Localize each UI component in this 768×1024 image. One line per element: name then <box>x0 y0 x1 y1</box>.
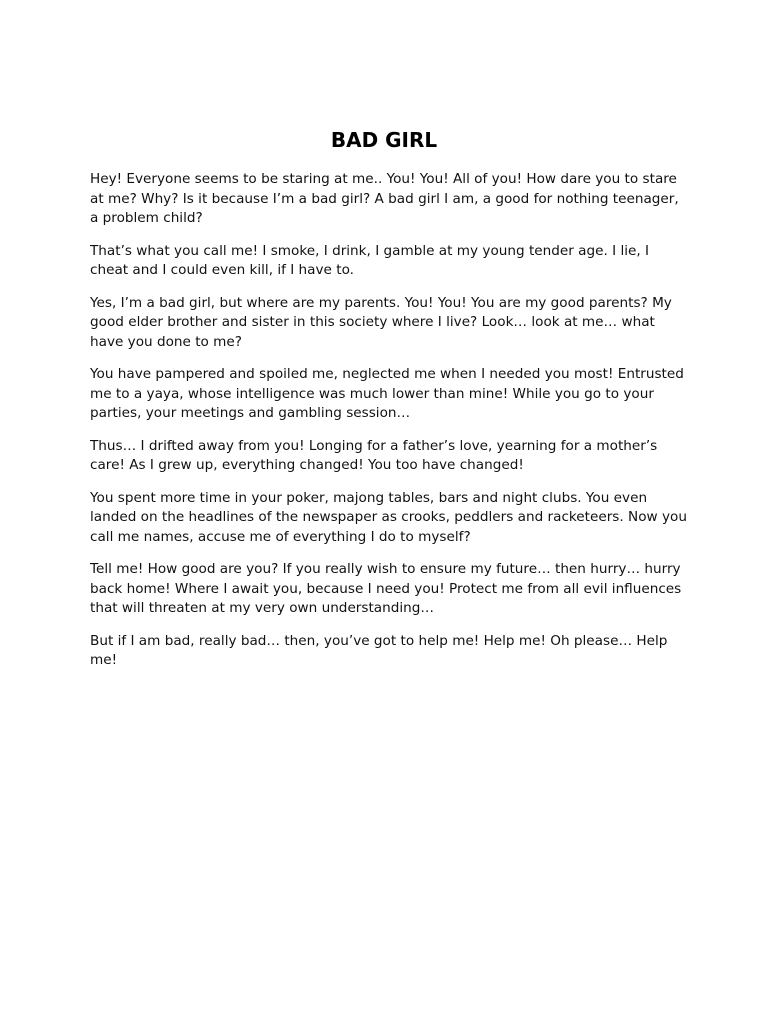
paragraph: Tell me! How good are you? If you really wish to ensure my future… then hurry… hurry back home! Where I await you, because I need you! Protect me from all evil influences that will threaten at my very own understanding… <box>90 561 682 616</box>
paragraph: Hey! Everyone seems to be staring at me.. You! You! All of you! How dare you to stare at me? Why? Is it because I’m a bad girl? A bad girl I am, a good for nothing teenager, a problem child? <box>90 171 679 226</box>
paragraph: But if I am bad, really bad… then, you’ve got to help me! Help me! Oh please… Help me! <box>90 632 668 668</box>
paragraph: You spent more time in your poker, majong tables, bars and night clubs. You even landed on the headlines of the newspaper as crooks, peddlers and racketeers. Now you call me names, accuse me of everything I do to myself? <box>90 489 687 545</box>
paragraph: You have pampered and spoiled me, neglected me when I needed you most! Entrusted me to a yaya, whose intelligence was much lower than mine! While you go to your parties, your meetings and gambling session… <box>90 366 684 421</box>
paragraph: Thus… I drifted away from you! Longing for a father’s love, yearning for a mother’s care! As I grew up, everything changed! You too have changed! <box>90 437 658 473</box>
paragraph: Yes, I’m a bad girl, but where are my parents. You! You! You are my good parents? My good elder brother and sister in this society where I live? Look… look at me… what have you done to me? <box>90 294 672 350</box>
document-title: BAD GIRL <box>330 128 438 152</box>
document-body <box>90 170 690 684</box>
paragraph: That’s what you call me! I smoke, I drink, I gamble at my young tender age. I lie, I cheat and I could even kill, if I have to. <box>90 242 650 278</box>
